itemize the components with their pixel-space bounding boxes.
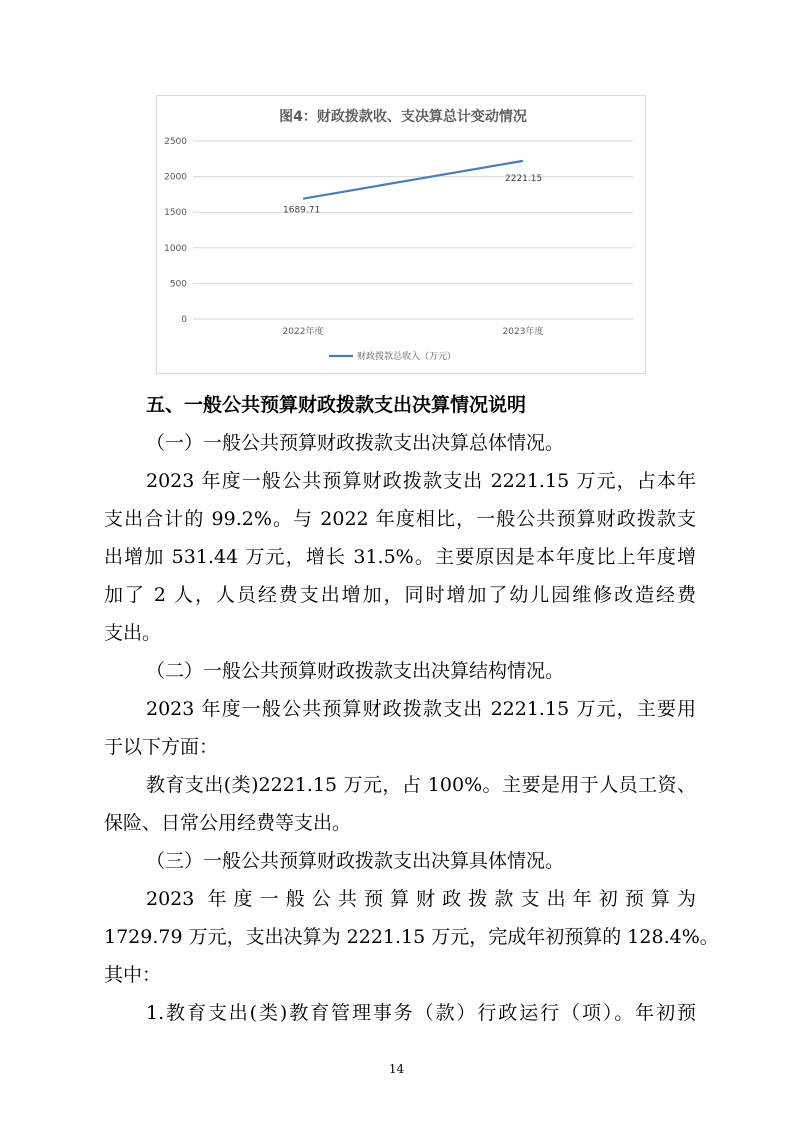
y-tick-label: 1500: [164, 208, 187, 219]
paragraph-line: 1.教育支出(类)教育管理事务（款）行政运行（项）。年初预: [146, 1002, 696, 1024]
paragraph-line: 保险、日常公用经费等支出。: [104, 812, 352, 834]
paragraph-line: 于以下方面：: [104, 736, 219, 758]
x-tick-label: 2023年度: [502, 327, 544, 337]
line-chart: [156, 95, 646, 374]
section-heading: 五、一般公共预算财政拨款支出决算情况说明: [146, 394, 527, 416]
chart-svg: [157, 96, 645, 373]
paragraph-line: 2023 年度一般公共预算财政拨款支出年初预算为: [146, 888, 696, 910]
data-label: 2221.15: [505, 173, 543, 184]
paragraph-line: 教育支出(类)2221.15 万元，占 100%。主要是用于人员工资、: [146, 774, 696, 796]
subheading-2: （二）一般公共预算财政拨款支出决算结构情况。: [146, 660, 565, 682]
paragraph-line: 1729.79 万元，支出决算为 2221.15 万元，完成年初预算的 128.4%。: [104, 926, 719, 948]
y-tick-label: 0: [181, 315, 187, 325]
paragraph-line: 2023 年度一般公共预算财政拨款支出 2221.15 万元，占本年: [146, 470, 696, 492]
y-tick-label: 500: [169, 279, 187, 290]
paragraph-line: 2023 年度一般公共预算财政拨款支出 2221.15 万元，主要用: [146, 698, 696, 720]
paragraph-line: 出增加 531.44 万元，增长 31.5%。主要原因是本年度比上年度增: [104, 546, 696, 568]
chart-title: 图4：财政拨款收、支决算总计变动情况: [279, 109, 527, 125]
y-tick-label: 1000: [164, 243, 187, 254]
x-tick-label: 2022年度: [282, 327, 324, 337]
series-line: [303, 161, 523, 199]
page-number: 14: [388, 1062, 405, 1076]
paragraph-line: 加了 2 人，人员经费支出增加，同时增加了幼儿园维修改造经费: [104, 584, 696, 606]
paragraph-line: 支出合计的 99.2%。与 2022 年度相比，一般公共预算财政拨款支: [104, 508, 696, 530]
data-label: 1689.71: [283, 205, 321, 216]
subheading-1: （一）一般公共预算财政拨款支出决算总体情况。: [146, 432, 565, 454]
legend-label: 财政拨款总收入（万元）: [357, 352, 457, 362]
y-tick-label: 2500: [164, 137, 187, 147]
y-tick-label: 2000: [164, 172, 187, 183]
subheading-3: （三）一般公共预算财政拨款支出决算具体情况。: [146, 850, 565, 872]
paragraph-line: 支出。: [104, 622, 162, 644]
paragraph-line: 其中：: [104, 964, 162, 986]
